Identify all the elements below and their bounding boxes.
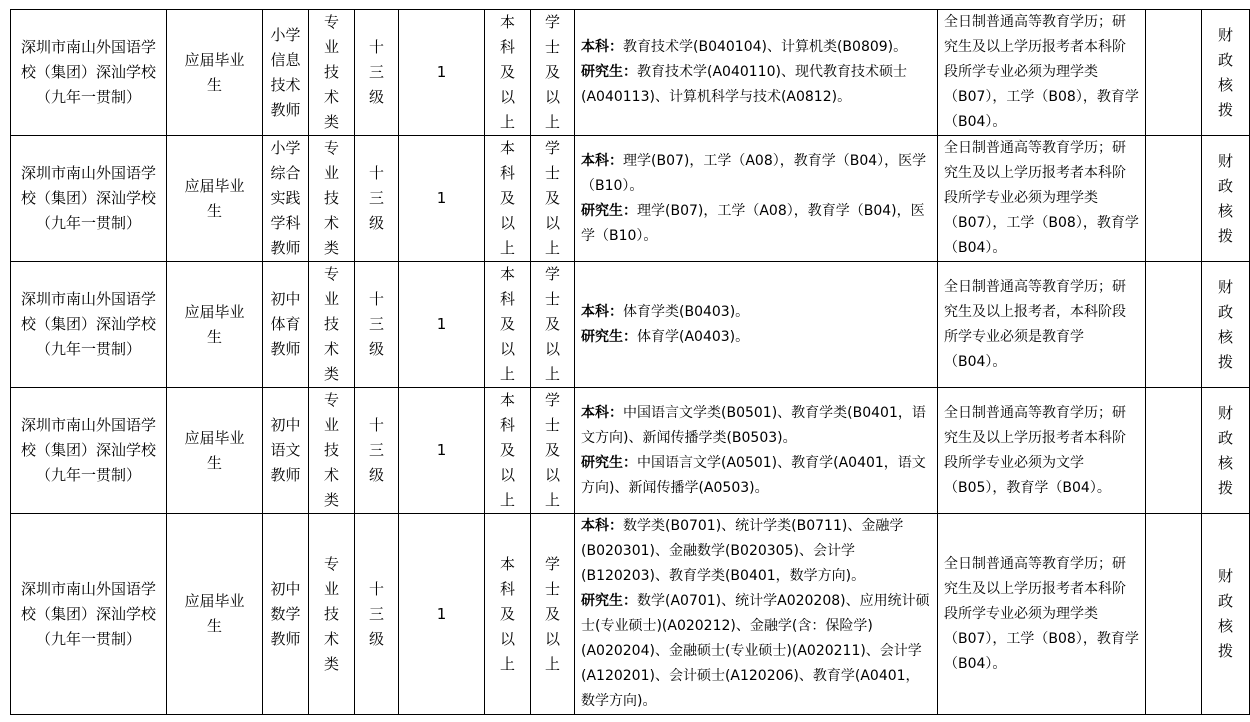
education-cell	[485, 10, 531, 136]
funding-cell	[1202, 388, 1250, 514]
level-cell	[355, 514, 399, 715]
grad-majors: 中国语言文学(A0501)、教育学(A0401，语文方向)、新闻传播学(A0503)。	[581, 454, 926, 496]
position-cell	[263, 514, 309, 715]
education-text: 本科及以上	[499, 554, 515, 673]
position-text: 初中语文教师	[270, 416, 301, 484]
target-text: 应届毕业生	[184, 592, 245, 635]
position-cell	[263, 136, 309, 262]
requirement-text: 全日制普通高等教育学历；研究生及以上学历报考者本科阶段所学专业必须为理学类（B07），工学（B08），教育学（B04）。	[944, 14, 1139, 130]
level-cell	[355, 136, 399, 262]
requirement-cell	[938, 262, 1146, 388]
undergrad-line	[581, 401, 931, 451]
undergrad-label: 本科：	[581, 152, 623, 169]
school-name: 深圳市南山外国语学校（集团）深汕学校	[20, 290, 156, 333]
level-text: 十三级	[368, 164, 384, 232]
category-text: 专业技术类	[323, 265, 339, 383]
school-note: （九年一贯制）	[35, 340, 141, 358]
funding-cell	[1202, 262, 1250, 388]
undergrad-majors: 理学(B07)，工学（A08），教育学（B04），医学（B10）。	[581, 152, 927, 194]
count-cell	[399, 10, 485, 136]
undergrad-majors: 中国语言文学类(B0501)、教育学类(B0401，语文方向)、新闻传播学类(B0503)。	[581, 404, 926, 446]
count-cell	[399, 136, 485, 262]
funding-cell	[1202, 136, 1250, 262]
education-text: 本科及以上	[499, 265, 515, 383]
requirement-text: 全日制普通高等教育学历；研究生及以上学历报考者本科阶段所学专业必须为理学类（B07），工学（B08），教育学（B04）。	[944, 140, 1139, 256]
school-cell	[11, 10, 167, 136]
school-note: （九年一贯制）	[35, 466, 141, 484]
count-cell	[399, 388, 485, 514]
degree-cell	[531, 388, 575, 514]
grad-line	[581, 589, 931, 714]
grad-majors: 教育技术学(A040110)、现代教育技术硕士(A040113)、计算机科学与技术(A0812)。	[581, 64, 907, 105]
degree-text: 学士及以上	[544, 13, 560, 131]
position-text: 小学综合实践学科教师	[270, 139, 301, 257]
education-text: 本科及以上	[499, 13, 515, 131]
position-cell	[263, 388, 309, 514]
position-text: 初中数学教师	[270, 579, 301, 648]
school-note: （九年一贯制）	[35, 88, 141, 106]
target-cell	[167, 262, 263, 388]
undergrad-label: 本科：	[581, 39, 623, 55]
education-cell	[485, 388, 531, 514]
school-name: 深圳市南山外国语学校（集团）深汕学校	[20, 416, 156, 459]
school-note: （九年一贯制）	[35, 629, 141, 648]
target-text: 应届毕业生	[184, 176, 245, 220]
degree-text: 学士及以上	[544, 139, 560, 257]
major-cell	[575, 388, 938, 514]
education-cell	[485, 262, 531, 388]
level-cell	[355, 388, 399, 514]
empty-cell	[1146, 136, 1202, 262]
empty-cell	[1146, 10, 1202, 136]
count-text: 1	[436, 63, 447, 81]
category-cell	[309, 262, 355, 388]
level-text: 十三级	[368, 416, 384, 484]
empty-cell	[1146, 388, 1202, 514]
education-cell	[485, 514, 531, 715]
education-text: 本科及以上	[499, 391, 515, 509]
target-cell	[167, 388, 263, 514]
category-text: 专业技术类	[323, 13, 339, 131]
count-text: 1	[436, 441, 447, 459]
school-cell	[11, 388, 167, 514]
school-note: （九年一贯制）	[35, 214, 141, 232]
requirement-cell	[938, 388, 1146, 514]
grad-line	[581, 325, 931, 350]
education-text: 本科及以上	[499, 139, 515, 257]
major-cell	[575, 262, 938, 388]
education-cell	[485, 136, 531, 262]
level-text: 十三级	[368, 38, 384, 106]
requirement-cell	[938, 514, 1146, 715]
level-text: 十三级	[368, 290, 384, 358]
undergrad-label: 本科：	[581, 404, 623, 421]
school-name: 深圳市南山外国语学校（集团）深汕学校	[20, 579, 156, 623]
grad-label: 研究生：	[581, 64, 637, 80]
undergrad-line	[581, 300, 931, 325]
funding-text: 财政核拨	[1217, 567, 1233, 660]
grad-label: 研究生：	[581, 328, 637, 345]
degree-cell	[531, 262, 575, 388]
empty-cell	[1146, 262, 1202, 388]
category-cell	[309, 136, 355, 262]
category-cell	[309, 514, 355, 715]
grad-label: 研究生：	[581, 593, 637, 609]
undergrad-line	[581, 149, 931, 199]
count-cell	[399, 262, 485, 388]
target-cell	[167, 514, 263, 715]
requirement-cell	[938, 136, 1146, 262]
position-text: 小学信息技术教师	[270, 25, 301, 119]
degree-cell	[531, 514, 575, 715]
table-row	[11, 514, 1250, 715]
undergrad-majors: 体育学类(B0403)。	[623, 303, 750, 320]
level-cell	[355, 10, 399, 136]
target-text: 应届毕业生	[184, 302, 245, 346]
grad-label: 研究生：	[581, 202, 637, 219]
undergrad-line	[581, 514, 931, 589]
undergrad-majors: 数学类(B0701)、统计学类(B0711)、金融学(B020301)、金融数学(B020305)、会计学(B120203)、教育学类(B0401，数学方向)。	[581, 518, 904, 584]
table-row	[11, 262, 1250, 388]
school-cell	[11, 514, 167, 715]
funding-text: 财政核拨	[1217, 25, 1233, 119]
table-row	[11, 10, 1250, 136]
requirement-text: 全日制普通高等教育学历；研究生及以上学历报考者本科阶段所学专业必须为文学（B05），教育学（B04）。	[944, 404, 1126, 496]
target-cell	[167, 136, 263, 262]
requirement-cell	[938, 10, 1146, 136]
category-text: 专业技术类	[323, 391, 339, 509]
grad-majors: 数学(A0701)、统计学A020208)、应用统计硕士(专业硕士)(A020212)、金融学(含：保险学)(A020204)、金融硕士(专业硕士)(A020211)、会计学(A120201)、会计硕士(A120206)、教育学(A0401，数学方向)。	[581, 593, 930, 709]
school-name: 深圳市南山外国语学校（集团）深汕学校	[20, 38, 156, 81]
funding-text: 财政核拨	[1217, 277, 1233, 371]
undergrad-label: 本科：	[581, 518, 623, 534]
degree-cell	[531, 10, 575, 136]
position-text: 初中体育教师	[270, 290, 301, 358]
degree-text: 学士及以上	[544, 391, 560, 509]
grad-majors: 体育学(A0403)。	[637, 328, 750, 345]
count-text: 1	[436, 315, 447, 333]
grad-majors: 理学(B07)，工学（A08），教育学（B04)，医学（B10）。	[581, 202, 925, 244]
level-text: 十三级	[368, 579, 384, 648]
category-cell	[309, 388, 355, 514]
requirement-text: 全日制普通高等教育学历；研究生及以上学历报考者本科阶段所学专业必须为理学类（B07），工学（B08），教育学（B04）。	[944, 555, 1139, 672]
grad-label: 研究生：	[581, 454, 637, 471]
category-text: 专业技术类	[323, 139, 339, 257]
undergrad-line	[581, 35, 931, 60]
funding-cell	[1202, 514, 1250, 715]
major-cell	[575, 10, 938, 136]
requirement-text: 全日制普通高等教育学历；研究生及以上报考者，本科阶段所学专业必须是教育学（B04）。	[944, 278, 1126, 370]
undergrad-majors: 教育技术学(B040104)、计算机类(B0809)。	[623, 39, 908, 55]
funding-text: 财政核拨	[1217, 403, 1233, 497]
empty-cell	[1146, 514, 1202, 715]
school-name: 深圳市南山外国语学校（集团）深汕学校	[20, 164, 156, 207]
school-cell	[11, 136, 167, 262]
funding-cell	[1202, 10, 1250, 136]
target-text: 应届毕业生	[184, 50, 245, 94]
degree-text: 学士及以上	[544, 554, 560, 673]
degree-text: 学士及以上	[544, 265, 560, 383]
category-cell	[309, 10, 355, 136]
category-text: 专业技术类	[323, 554, 339, 673]
undergrad-label: 本科：	[581, 303, 623, 320]
target-text: 应届毕业生	[184, 428, 245, 472]
target-cell	[167, 10, 263, 136]
table-body	[11, 10, 1250, 715]
grad-line	[581, 60, 931, 110]
table-row	[11, 136, 1250, 262]
count-text: 1	[436, 189, 447, 207]
count-text: 1	[436, 604, 447, 623]
count-cell	[399, 514, 485, 715]
major-cell	[575, 136, 938, 262]
table-row	[11, 388, 1250, 514]
level-cell	[355, 262, 399, 388]
school-cell	[11, 262, 167, 388]
major-cell	[575, 514, 938, 715]
funding-text: 财政核拨	[1217, 151, 1233, 245]
grad-line	[581, 199, 931, 249]
position-cell	[263, 10, 309, 136]
position-cell	[263, 262, 309, 388]
degree-cell	[531, 136, 575, 262]
grad-line	[581, 451, 931, 501]
recruitment-table	[10, 9, 1250, 715]
